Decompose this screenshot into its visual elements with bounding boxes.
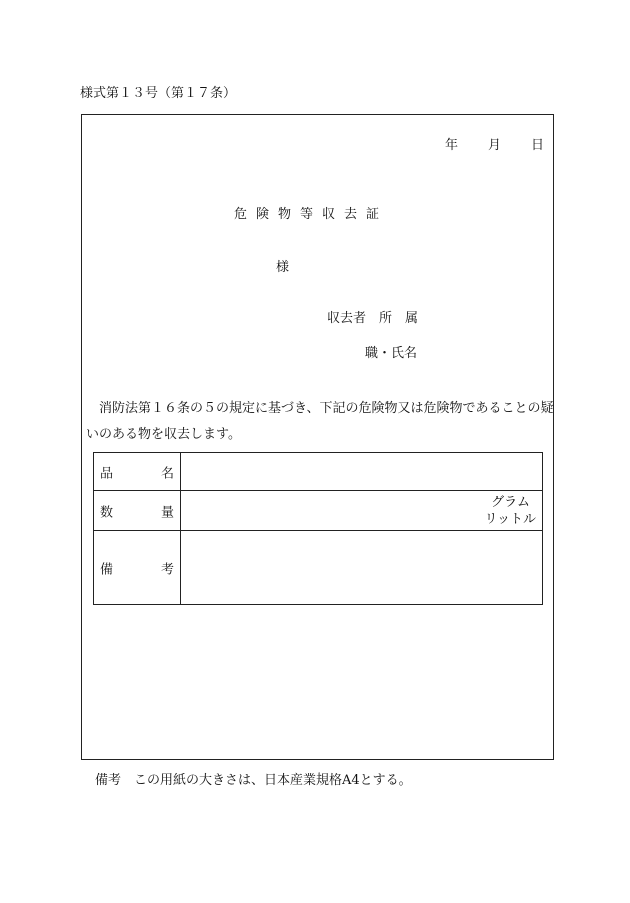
unit-liter: リットル: [484, 511, 536, 527]
table-row-quantity: [94, 491, 543, 531]
date-line: [445, 134, 544, 153]
table-row-remarks: [94, 531, 543, 605]
item-name-field[interactable]: [181, 453, 543, 491]
remarks-label: 備 考: [94, 531, 181, 605]
items-table: [93, 452, 543, 605]
remarks-field[interactable]: [181, 531, 543, 605]
recipient-honorific: 様: [276, 260, 290, 275]
table-row-item-name: [94, 453, 543, 491]
body-text: 消防法第１６条の５の規定に基づき、下記の危険物又は危険物であることの疑いのある物を収去します。: [86, 401, 554, 442]
item-name-label: 品 名: [94, 453, 181, 491]
quantity-field[interactable]: [181, 491, 543, 531]
quantity-label: 数 量: [94, 491, 181, 531]
footnote: 備考 この用紙の大きさは、日本産業規格A4とする。: [95, 773, 412, 788]
date-month: 月: [487, 138, 501, 153]
form-number-label: 様式第１３号（第１７条）: [80, 86, 237, 101]
date-day: 日: [530, 138, 544, 153]
date-year: 年: [444, 138, 458, 153]
unit-gram: グラム: [491, 494, 530, 510]
document-title: 危険物等収去証: [234, 207, 389, 222]
collector-affiliation: 収去者 所 属: [327, 311, 419, 326]
collector-position-name: 職・氏名: [365, 346, 418, 361]
